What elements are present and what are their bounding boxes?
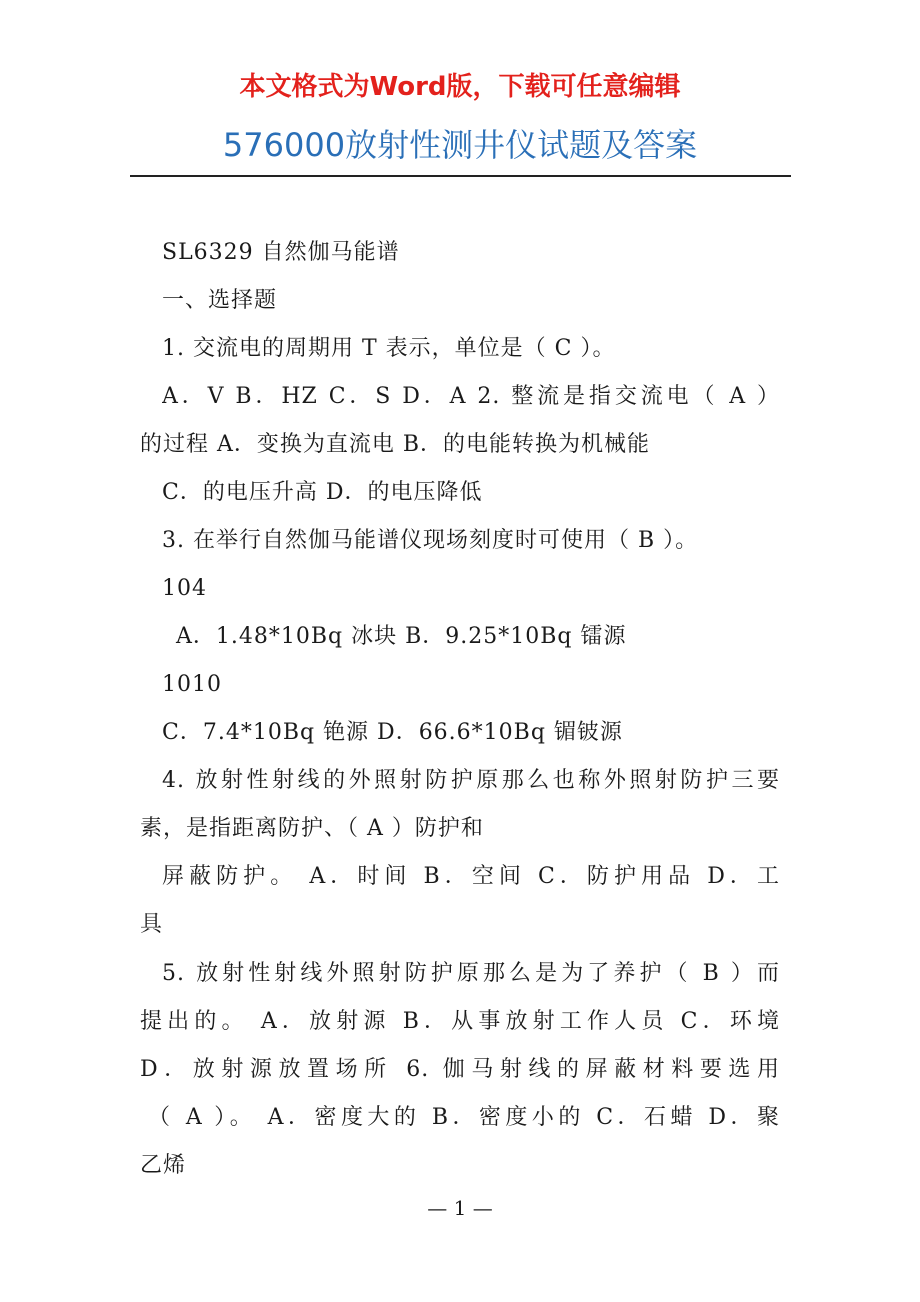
body-line: 的过程 A．变换为直流电 B．的电能转换为机械能 bbox=[140, 432, 651, 457]
body-line: 提出的。 A．放射源 B．从事放射工作人员 C．环境 bbox=[140, 1009, 780, 1034]
body-line: C．7.4*10Bq 铯源 D．66.6*10Bq 镅铍源 bbox=[162, 720, 623, 745]
body-line: 4. 放射性射线的外照射防护原那么也称外照射防护三要 bbox=[162, 768, 780, 793]
body-line: 1010 bbox=[162, 672, 222, 697]
body-line: 104 bbox=[162, 576, 207, 601]
body-line: 1. 交流电的周期用 T 表示，单位是（ C ）。 bbox=[162, 336, 616, 361]
body-line: 一、选择题 bbox=[162, 288, 278, 313]
body-line: D．放射源放置场所 6. 伽马射线的屏蔽材料要选用 bbox=[140, 1057, 780, 1082]
body-line: （ A ）。 A．密度大的 B．密度小的 C．石蜡 D．聚 bbox=[148, 1105, 780, 1130]
body-line: 具 bbox=[140, 912, 164, 937]
title-underline bbox=[130, 175, 791, 177]
body-line: 素，是指距离防护、（ A ）防护和 bbox=[140, 816, 484, 841]
body-line: 5. 放射性射线外照射防护原那么是为了养护（ B ）而 bbox=[162, 961, 780, 986]
body-line: 乙烯 bbox=[140, 1153, 187, 1178]
body-line: A．V B．HZ C．S D．A 2. 整流是指交流电（ A ） bbox=[162, 384, 780, 409]
body-line: 屏蔽防护。 A．时间 B．空间 C．防护用品 D．工 bbox=[162, 864, 780, 889]
body-line: A．1.48*10Bq 冰块 B．9.25*10Bq 镭源 bbox=[176, 624, 627, 649]
document-title: 576000放射性测井仪试题及答案 bbox=[222, 126, 698, 164]
body-line: C．的电压升高 D．的电压降低 bbox=[162, 480, 483, 505]
page-number: — 1 — bbox=[427, 1196, 493, 1220]
body-line: SL6329 自然伽马能谱 bbox=[162, 240, 400, 265]
format-notice: 本文格式为Word版，下载可任意编辑 bbox=[239, 72, 681, 102]
body-line: 3. 在举行自然伽马能谱仪现场刻度时可使用（ B ）。 bbox=[162, 528, 699, 553]
